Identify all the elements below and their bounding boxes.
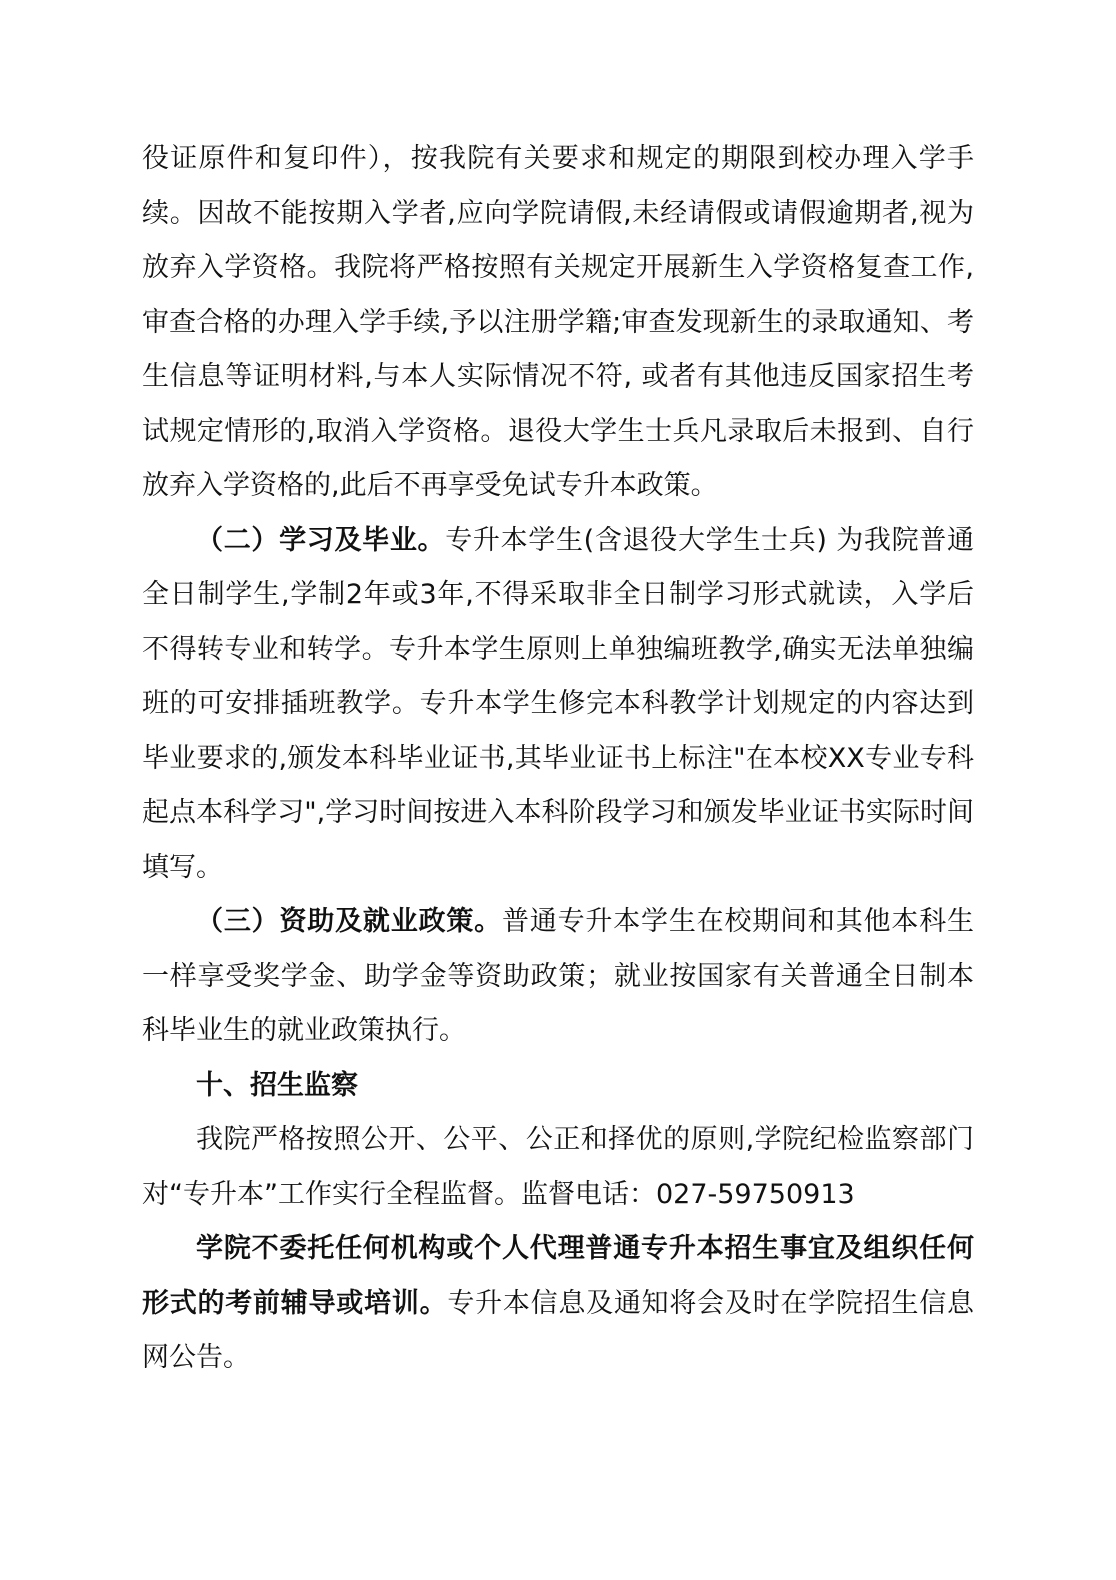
section-heading-supervision: 十、招生监察 (196, 1069, 358, 1101)
notice-normal: 专升本信息及通知将会及时在学院招生信息网公告。 (142, 1287, 975, 1373)
paragraph-study-graduation (142, 514, 974, 896)
study-body: 专升本学生(含退役大学生士兵) 为我院普通全日制学生,学制2年或3年,不得采取非全日制学习形式就读，入学后不得转专业和转学。专升本学生原则上单独编班教学,确实无法单独编班的可安排插班教学。专升本学生修完本科教学计划规定的内容达到毕业要求的,颁发本科毕业证书,其毕业证书上标注"在本校XX专业专科起点本科学习",学习时间按进入本科阶段学习和颁发毕业证书实际时间填写。 (142, 524, 974, 883)
paragraph-supervision: 我院严格按照公开、公平、公正和择优的原则,学院纪检监察部门对“专升本”工作实行全程监督。监督电话：027-59750913 (142, 1124, 974, 1210)
study-title: （二）学习及毕业。 (196, 524, 446, 556)
paragraph-enrollment: 役证原件和复印件），按我院有关要求和规定的期限到校办理入学手续。因故不能按期入学者,应向学院请假,未经请假或请假逾期者,视为放弃入学资格。我院将严格按照有关规定开展新生入学资格复查工作,审查合格的办理入学手续,予以注册学籍;审查发现新生的录取通知、考生信息等证明材料,与本人实际情况不符, 或者有其他违反国家招生考试规定情形的,取消入学资格。退役大学生士兵凡录取后未报到、自行放弃入学资格的,此后不再享受免试专升本政策。 (142, 143, 974, 501)
paragraph-aid-employment (142, 895, 974, 1059)
paragraph-notice (142, 1222, 974, 1386)
document-body (142, 132, 974, 1386)
notice-bold: 学院不委托任何机构或个人代理普通专升本招生事宜及组织任何形式的考前辅导或培训。 (142, 1233, 974, 1319)
aid-title: （三）资助及就业政策。 (196, 906, 502, 937)
aid-body: 普通专升本学生在校期间和其他本科生一样享受奖学金、助学金等资助政策；就业按国家有关普通全日制本科毕业生的就业政策执行。 (142, 906, 975, 1046)
